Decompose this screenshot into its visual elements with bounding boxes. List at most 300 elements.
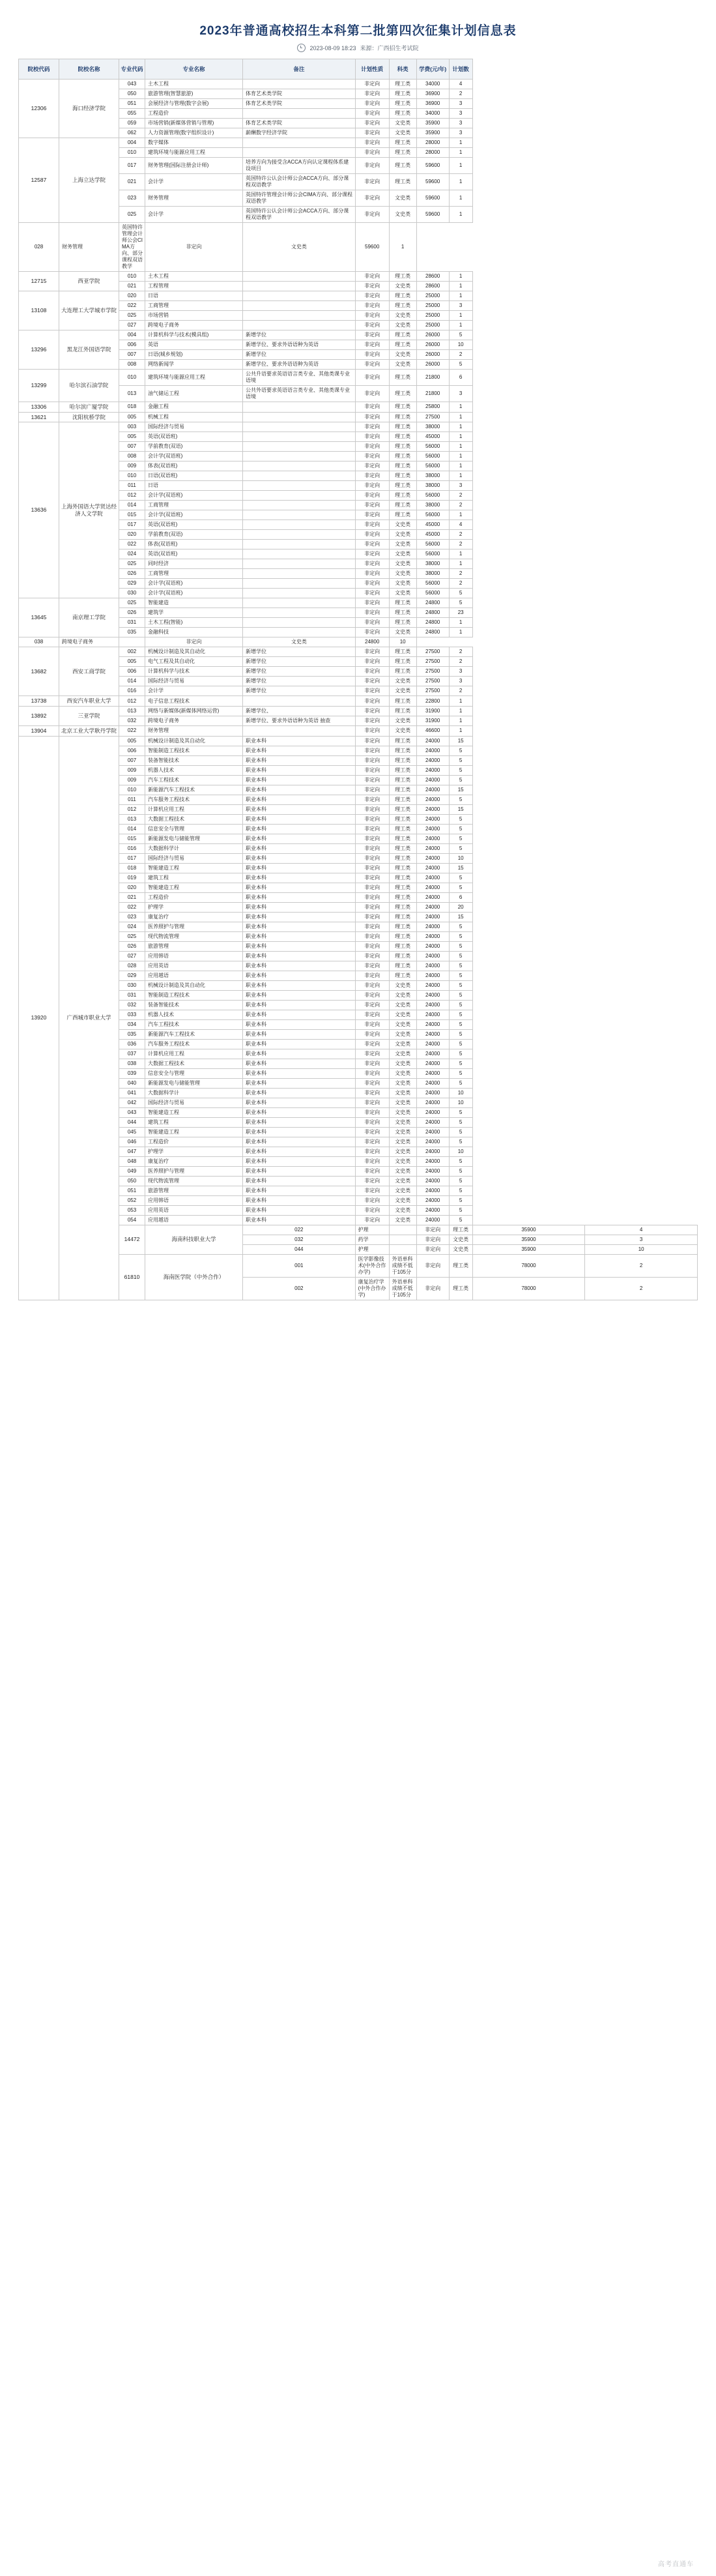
cell-major-code: 007 [119, 350, 145, 360]
cell-plan-type: 非定向 [355, 657, 389, 667]
cell-major-name: 装备智能技术 [145, 755, 243, 765]
cell-major-name: 智能制造工程技术 [145, 990, 243, 1000]
cell-fee: 38000 [416, 481, 449, 491]
cell-category: 文史类 [389, 321, 416, 330]
cell-fee: 26000 [416, 330, 449, 340]
cell-major-name: 汽车服务工程技术 [145, 795, 243, 804]
cell-count: 5 [449, 883, 472, 892]
cell-major-name: 信息安全与管理 [145, 824, 243, 834]
cell-category: 文史类 [389, 1019, 416, 1029]
cell-count: 5 [449, 1205, 472, 1215]
cell-major-code: 047 [119, 1147, 145, 1156]
table-row [19, 1117, 698, 1127]
cell-category: 理工类 [389, 461, 416, 471]
cell-major-name: 新能源发电与储能管理 [145, 1078, 243, 1088]
table-row [19, 99, 698, 109]
cell-category: 文史类 [389, 1029, 416, 1039]
cell-major-code: 035 [119, 1029, 145, 1039]
cell-note: 职业本科 [243, 902, 356, 912]
cell-note: 英国特许公认会计师公会ACCA方向、部分课程双语教学 [243, 207, 356, 223]
cell-major-code: 004 [119, 138, 145, 148]
cell-plan-type: 非定向 [355, 795, 389, 804]
cell-major-name: 财务管理 [59, 223, 119, 272]
cell-major-code: 028 [119, 961, 145, 971]
cell-plan-type: 非定向 [355, 1039, 389, 1049]
cell-school-code: 13892 [19, 706, 59, 725]
cell-note: 英国特许管理会计师公会CIMA方向、部分课程双语教学 [119, 223, 145, 272]
table-row [19, 686, 698, 696]
cell-note: 职业本科 [243, 961, 356, 971]
cell-fee: 24000 [416, 1186, 449, 1195]
cell-fee: 24000 [416, 961, 449, 971]
table-row [19, 272, 698, 282]
cell-major-name: 应用英语 [145, 961, 243, 971]
cell-count: 5 [449, 755, 472, 765]
cell-fee: 24000 [416, 1010, 449, 1019]
cell-plan-type: 非定向 [355, 971, 389, 980]
cell-note: 职业本科 [243, 931, 356, 941]
cell-fee: 24000 [416, 765, 449, 775]
cell-category: 理工类 [389, 80, 416, 89]
cell-major-name: 财务管理 [145, 725, 243, 736]
cell-fee: 26000 [416, 350, 449, 360]
cell-major-code: 011 [119, 795, 145, 804]
table-row [19, 1000, 698, 1010]
cell-plan-type: 非定向 [355, 148, 389, 158]
cell-category: 理工类 [389, 912, 416, 922]
cell-category: 理工类 [389, 657, 416, 667]
cell-plan-type: 非定向 [355, 128, 389, 138]
cell-plan-type: 非定向 [355, 1049, 389, 1059]
cell-category: 理工类 [389, 824, 416, 834]
table-row [19, 148, 698, 158]
table-row [19, 873, 698, 883]
cell-major-name: 工程管理 [145, 282, 243, 291]
cell-major-code: 044 [243, 1244, 356, 1254]
cell-plan-type: 非定向 [355, 1010, 389, 1019]
cell-plan-type: 非定向 [416, 1244, 449, 1254]
cell-note: 职业本科 [243, 873, 356, 883]
table-row [19, 746, 698, 755]
cell-count: 5 [449, 775, 472, 785]
cell-school-code: 13682 [19, 647, 59, 696]
cell-fee: 24800 [355, 637, 389, 647]
cell-count: 4 [449, 80, 472, 89]
cell-major-name: 汽车服务工程技术 [145, 1039, 243, 1049]
cell-count: 5 [449, 1029, 472, 1039]
cell-fee: 24000 [416, 834, 449, 843]
cell-major-name: 现代物流管理 [145, 1176, 243, 1186]
cell-count: 3 [449, 128, 472, 138]
cell-plan-type: 非定向 [355, 598, 389, 608]
cell-note: 职业本科 [243, 1088, 356, 1098]
cell-category: 理工类 [389, 89, 416, 99]
cell-fee: 28000 [416, 138, 449, 148]
cell-category: 理工类 [389, 814, 416, 824]
cell-major-name: 土木工程(智能) [145, 618, 243, 628]
cell-major-name: 新能源汽车工程技术 [145, 785, 243, 795]
cell-count: 1 [449, 282, 472, 291]
cell-count: 5 [449, 1195, 472, 1205]
cell-plan-type: 非定向 [355, 138, 389, 148]
cell-school-name: 上海外国语大学贤达经济人文学院 [59, 422, 119, 598]
cell-major-code: 014 [119, 824, 145, 834]
cell-note: 职业本科 [243, 1137, 356, 1147]
cell-note: 职业本科 [243, 1039, 356, 1049]
cell-school-name: 哈尔滨石油学院 [59, 370, 119, 402]
cell-count: 1 [449, 148, 472, 158]
cell-note: 职业本科 [243, 892, 356, 902]
cell-plan-type: 非定向 [355, 804, 389, 814]
table-row [19, 1068, 698, 1078]
cell-note: 职业本科 [243, 912, 356, 922]
cell-note [243, 272, 356, 282]
cell-major-name: 应用韩语 [145, 1195, 243, 1205]
cell-category: 文史类 [389, 119, 416, 128]
cell-major-code: 024 [119, 549, 145, 559]
cell-fee: 24000 [416, 1078, 449, 1088]
cell-plan-type: 非定向 [355, 863, 389, 873]
cell-major-name: 会计学(双语班) [145, 491, 243, 501]
cell-fee: 24000 [416, 1166, 449, 1176]
cell-major-name: 土木工程 [145, 272, 243, 282]
cell-major-name: 大数据科学计 [145, 1088, 243, 1098]
cell-count: 2 [449, 530, 472, 540]
cell-category: 理工类 [389, 902, 416, 912]
cell-fee: 27500 [416, 412, 449, 422]
cell-plan-type: 非定向 [355, 174, 389, 190]
cell-count: 3 [449, 301, 472, 311]
cell-note [243, 301, 356, 311]
cell-major-code: 026 [119, 569, 145, 579]
cell-note: 新增学位 [243, 667, 356, 677]
cell-note [119, 637, 145, 647]
cell-school-code: 13738 [19, 696, 59, 707]
cell-note [243, 540, 356, 549]
cell-category: 理工类 [389, 736, 416, 746]
cell-count: 5 [449, 1176, 472, 1186]
cell-category: 理工类 [389, 706, 416, 716]
cell-fee: 24000 [416, 1107, 449, 1117]
cell-major-code: 023 [119, 912, 145, 922]
cell-major-name: 跨境电子商务 [145, 716, 243, 725]
cell-major-name: 建筑环境与能源应用工程 [145, 370, 243, 386]
cell-count: 1 [449, 549, 472, 559]
cell-note [389, 1225, 416, 1235]
cell-note: 新增学位 [243, 330, 356, 340]
cell-plan-type: 非定向 [355, 272, 389, 282]
table-row [19, 109, 698, 119]
cell-school-code: 12306 [19, 80, 59, 138]
cell-major-code: 005 [119, 657, 145, 667]
cell-note: 职业本科 [243, 1000, 356, 1010]
cell-note [243, 442, 356, 452]
cell-fee: 24000 [416, 1098, 449, 1107]
cell-major-name: 工商管理 [145, 301, 243, 311]
cell-major-name: 应用韩语 [145, 951, 243, 961]
cell-count: 6 [449, 892, 472, 902]
cell-fee: 56000 [416, 549, 449, 559]
cell-school-code: 13296 [19, 330, 59, 370]
cell-major-name: 同时经济 [145, 559, 243, 569]
cell-category: 理工类 [389, 598, 416, 608]
cell-note: 职业本科 [243, 1107, 356, 1117]
cell-major-name: 建筑环境与能源应用工程 [145, 148, 243, 158]
table-row [19, 804, 698, 814]
cell-major-code: 009 [119, 775, 145, 785]
cell-major-code: 059 [119, 119, 145, 128]
cell-note: 职业本科 [243, 755, 356, 765]
cell-category: 文史类 [389, 128, 416, 138]
cell-category: 理工类 [389, 501, 416, 510]
cell-plan-type: 非定向 [355, 725, 389, 736]
cell-fee: 34000 [416, 80, 449, 89]
cell-note: 体育艺术类学院 [243, 99, 356, 109]
cell-note: 职业本科 [243, 1156, 356, 1166]
table-row [19, 1195, 698, 1205]
cell-count: 5 [449, 1010, 472, 1019]
cell-category: 理工类 [389, 422, 416, 432]
cell-major-name: 金融工程 [145, 402, 243, 413]
cell-fee: 24000 [416, 873, 449, 883]
cell-plan-type: 非定向 [355, 647, 389, 657]
table-row [19, 755, 698, 765]
cell-note [243, 559, 356, 569]
cell-major-code: 026 [119, 941, 145, 951]
cell-fee: 24000 [416, 1117, 449, 1127]
cell-count: 5 [449, 589, 472, 598]
cell-fee: 56000 [416, 540, 449, 549]
cell-fee: 25000 [416, 291, 449, 301]
table-row [19, 80, 698, 89]
cell-category: 文史类 [389, 1156, 416, 1166]
cell-major-name: 护理 [355, 1225, 389, 1235]
cell-major-code: 012 [119, 804, 145, 814]
cell-note [243, 282, 356, 291]
cell-major-code: 008 [119, 452, 145, 461]
cell-fee: 24000 [416, 971, 449, 980]
cell-fee: 24800 [416, 628, 449, 637]
cell-fee: 27500 [416, 647, 449, 657]
cell-category: 理工类 [389, 746, 416, 755]
cell-plan-type: 非定向 [355, 941, 389, 951]
cell-note [243, 481, 356, 491]
cell-major-code: 025 [119, 311, 145, 321]
cell-plan-type: 非定向 [355, 360, 389, 370]
cell-count: 1 [449, 207, 472, 223]
cell-category: 理工类 [389, 452, 416, 461]
cell-fee: 24000 [416, 804, 449, 814]
cell-fee: 21800 [416, 386, 449, 402]
cell-fee: 56000 [416, 461, 449, 471]
cell-category: 理工类 [449, 1254, 472, 1277]
table-row [19, 765, 698, 775]
cell-major-name: 应用越语 [145, 1215, 243, 1225]
cell-category: 文史类 [389, 1000, 416, 1010]
cell-major-code: 002 [243, 1277, 356, 1300]
cell-fee: 21800 [416, 370, 449, 386]
cell-category: 理工类 [389, 510, 416, 520]
table-row [19, 501, 698, 510]
table-row [19, 892, 698, 902]
cell-plan-type: 非定向 [355, 330, 389, 340]
cell-plan-type: 非定向 [355, 321, 389, 330]
cell-count: 15 [449, 863, 472, 873]
cell-major-name: 网络新闻学 [145, 360, 243, 370]
cell-category: 理工类 [389, 892, 416, 902]
cell-category: 理工类 [389, 961, 416, 971]
cell-school-code: 13299 [19, 370, 59, 402]
table-row [19, 311, 698, 321]
table-row [19, 951, 698, 961]
cell-category: 理工类 [389, 667, 416, 677]
cell-major-name: 旅游管理 [145, 1186, 243, 1195]
cell-category: 理工类 [389, 340, 416, 350]
table-row [19, 402, 698, 413]
cell-plan-type: 非定向 [355, 1205, 389, 1215]
cell-major-code: 022 [119, 540, 145, 549]
cell-major-name: 财务管理 [145, 190, 243, 207]
cell-major-code: 021 [119, 282, 145, 291]
cell-plan-type: 非定向 [355, 559, 389, 569]
cell-fee: 24000 [416, 736, 449, 746]
table-row [19, 282, 698, 291]
cell-plan-type: 非定向 [145, 223, 243, 272]
table-row [19, 174, 698, 190]
table-row [19, 1078, 698, 1088]
cell-fee: 24000 [416, 931, 449, 941]
cell-category: 理工类 [389, 138, 416, 148]
cell-count: 5 [449, 598, 472, 608]
cell-major-code: 021 [119, 892, 145, 902]
cell-plan-type: 非定向 [355, 481, 389, 491]
cell-count: 3 [449, 119, 472, 128]
cell-fee: 24000 [416, 1176, 449, 1186]
cell-plan-type: 非定向 [355, 340, 389, 350]
cell-major-code: 054 [119, 1215, 145, 1225]
table-row [19, 902, 698, 912]
plan-table [18, 59, 698, 1300]
table-row [19, 350, 698, 360]
cell-major-name: 机器人技术 [145, 765, 243, 775]
cell-category: 文史类 [389, 1166, 416, 1176]
cell-plan-type: 非定向 [355, 119, 389, 128]
cell-major-code: 006 [119, 667, 145, 677]
cell-major-code: 029 [119, 579, 145, 589]
cell-school-code: 13108 [19, 291, 59, 330]
cell-major-code: 001 [243, 1254, 356, 1277]
col-header-count: 计划数 [449, 59, 472, 80]
table-row [19, 1254, 698, 1277]
cell-major-name: 建筑工程 [145, 1117, 243, 1127]
table-row [19, 223, 698, 272]
cell-note: 体育艺术类学院 [243, 119, 356, 128]
table-row [19, 785, 698, 795]
cell-major-code: 010 [119, 471, 145, 481]
cell-major-code: 038 [19, 637, 59, 647]
cell-major-code: 025 [119, 559, 145, 569]
cell-major-name: 医学影像技术(中外合作办学) [355, 1254, 389, 1277]
table-row [19, 696, 698, 707]
cell-plan-type: 非定向 [416, 1254, 449, 1277]
cell-note [243, 321, 356, 330]
cell-note [243, 510, 356, 520]
cell-note: 培养方向为接受含ACCA方向认定课程体系建设项目 [243, 158, 356, 174]
table-row [19, 1010, 698, 1019]
cell-major-name: 应用越语 [145, 971, 243, 980]
cell-fee: 24000 [416, 795, 449, 804]
cell-note [243, 696, 356, 707]
cell-plan-type: 非定向 [355, 912, 389, 922]
cell-plan-type: 非定向 [355, 824, 389, 834]
cell-major-name: 会计学(双语班) [145, 589, 243, 598]
cell-note [243, 138, 356, 148]
cell-note: 职业本科 [243, 922, 356, 931]
cell-school-code: 14472 [119, 1225, 145, 1254]
cell-count: 5 [449, 961, 472, 971]
cell-category: 文史类 [389, 1107, 416, 1117]
cell-major-name: 工程造价 [145, 1137, 243, 1147]
cell-major-name: 旅游管理 [145, 941, 243, 951]
cell-plan-type: 非定向 [355, 1166, 389, 1176]
cell-category: 文史类 [389, 1068, 416, 1078]
cell-major-code: 005 [119, 412, 145, 422]
cell-count: 15 [449, 912, 472, 922]
table-row [19, 471, 698, 481]
cell-plan-type: 非定向 [355, 589, 389, 598]
cell-fee: 28000 [416, 148, 449, 158]
cell-major-code: 014 [119, 501, 145, 510]
cell-major-code: 036 [119, 1039, 145, 1049]
cell-note: 职业本科 [243, 775, 356, 785]
cell-note [243, 589, 356, 598]
cell-count: 5 [449, 824, 472, 834]
cell-note: 新增学位、 [243, 706, 356, 716]
cell-count: 4 [449, 520, 472, 530]
cell-category: 理工类 [389, 775, 416, 785]
col-header-major-name: 专业名称 [145, 59, 243, 80]
table-row [19, 647, 698, 657]
table-row [19, 530, 698, 540]
cell-major-code: 009 [119, 765, 145, 775]
cell-category: 文史类 [389, 530, 416, 540]
cell-category: 文史类 [389, 579, 416, 589]
cell-major-name: 日语(城乡规划) [145, 350, 243, 360]
cell-major-name: 电子信息工程技术 [145, 696, 243, 707]
cell-note [243, 471, 356, 481]
cell-major-code: 051 [119, 1186, 145, 1195]
cell-count: 5 [449, 931, 472, 941]
table-row [19, 628, 698, 637]
cell-plan-type: 非定向 [416, 1235, 449, 1244]
cell-count: 2 [449, 579, 472, 589]
cell-plan-type: 非定向 [355, 569, 389, 579]
cell-major-code: 062 [119, 128, 145, 138]
cell-plan-type: 非定向 [355, 980, 389, 990]
table-row [19, 1098, 698, 1107]
table-row [19, 1147, 698, 1156]
cell-major-name: 智能建造 [145, 598, 243, 608]
cell-note: 新增学位 [243, 647, 356, 657]
table-row [19, 716, 698, 725]
cell-school-name: 西安工商学院 [59, 647, 119, 696]
cell-major-code: 015 [119, 510, 145, 520]
table-row [19, 1137, 698, 1147]
cell-plan-type: 非定向 [355, 990, 389, 1000]
cell-note: 职业本科 [243, 853, 356, 863]
cell-fee: 59600 [416, 174, 449, 190]
cell-major-name: 会展经济与管理(数字会展) [145, 99, 243, 109]
